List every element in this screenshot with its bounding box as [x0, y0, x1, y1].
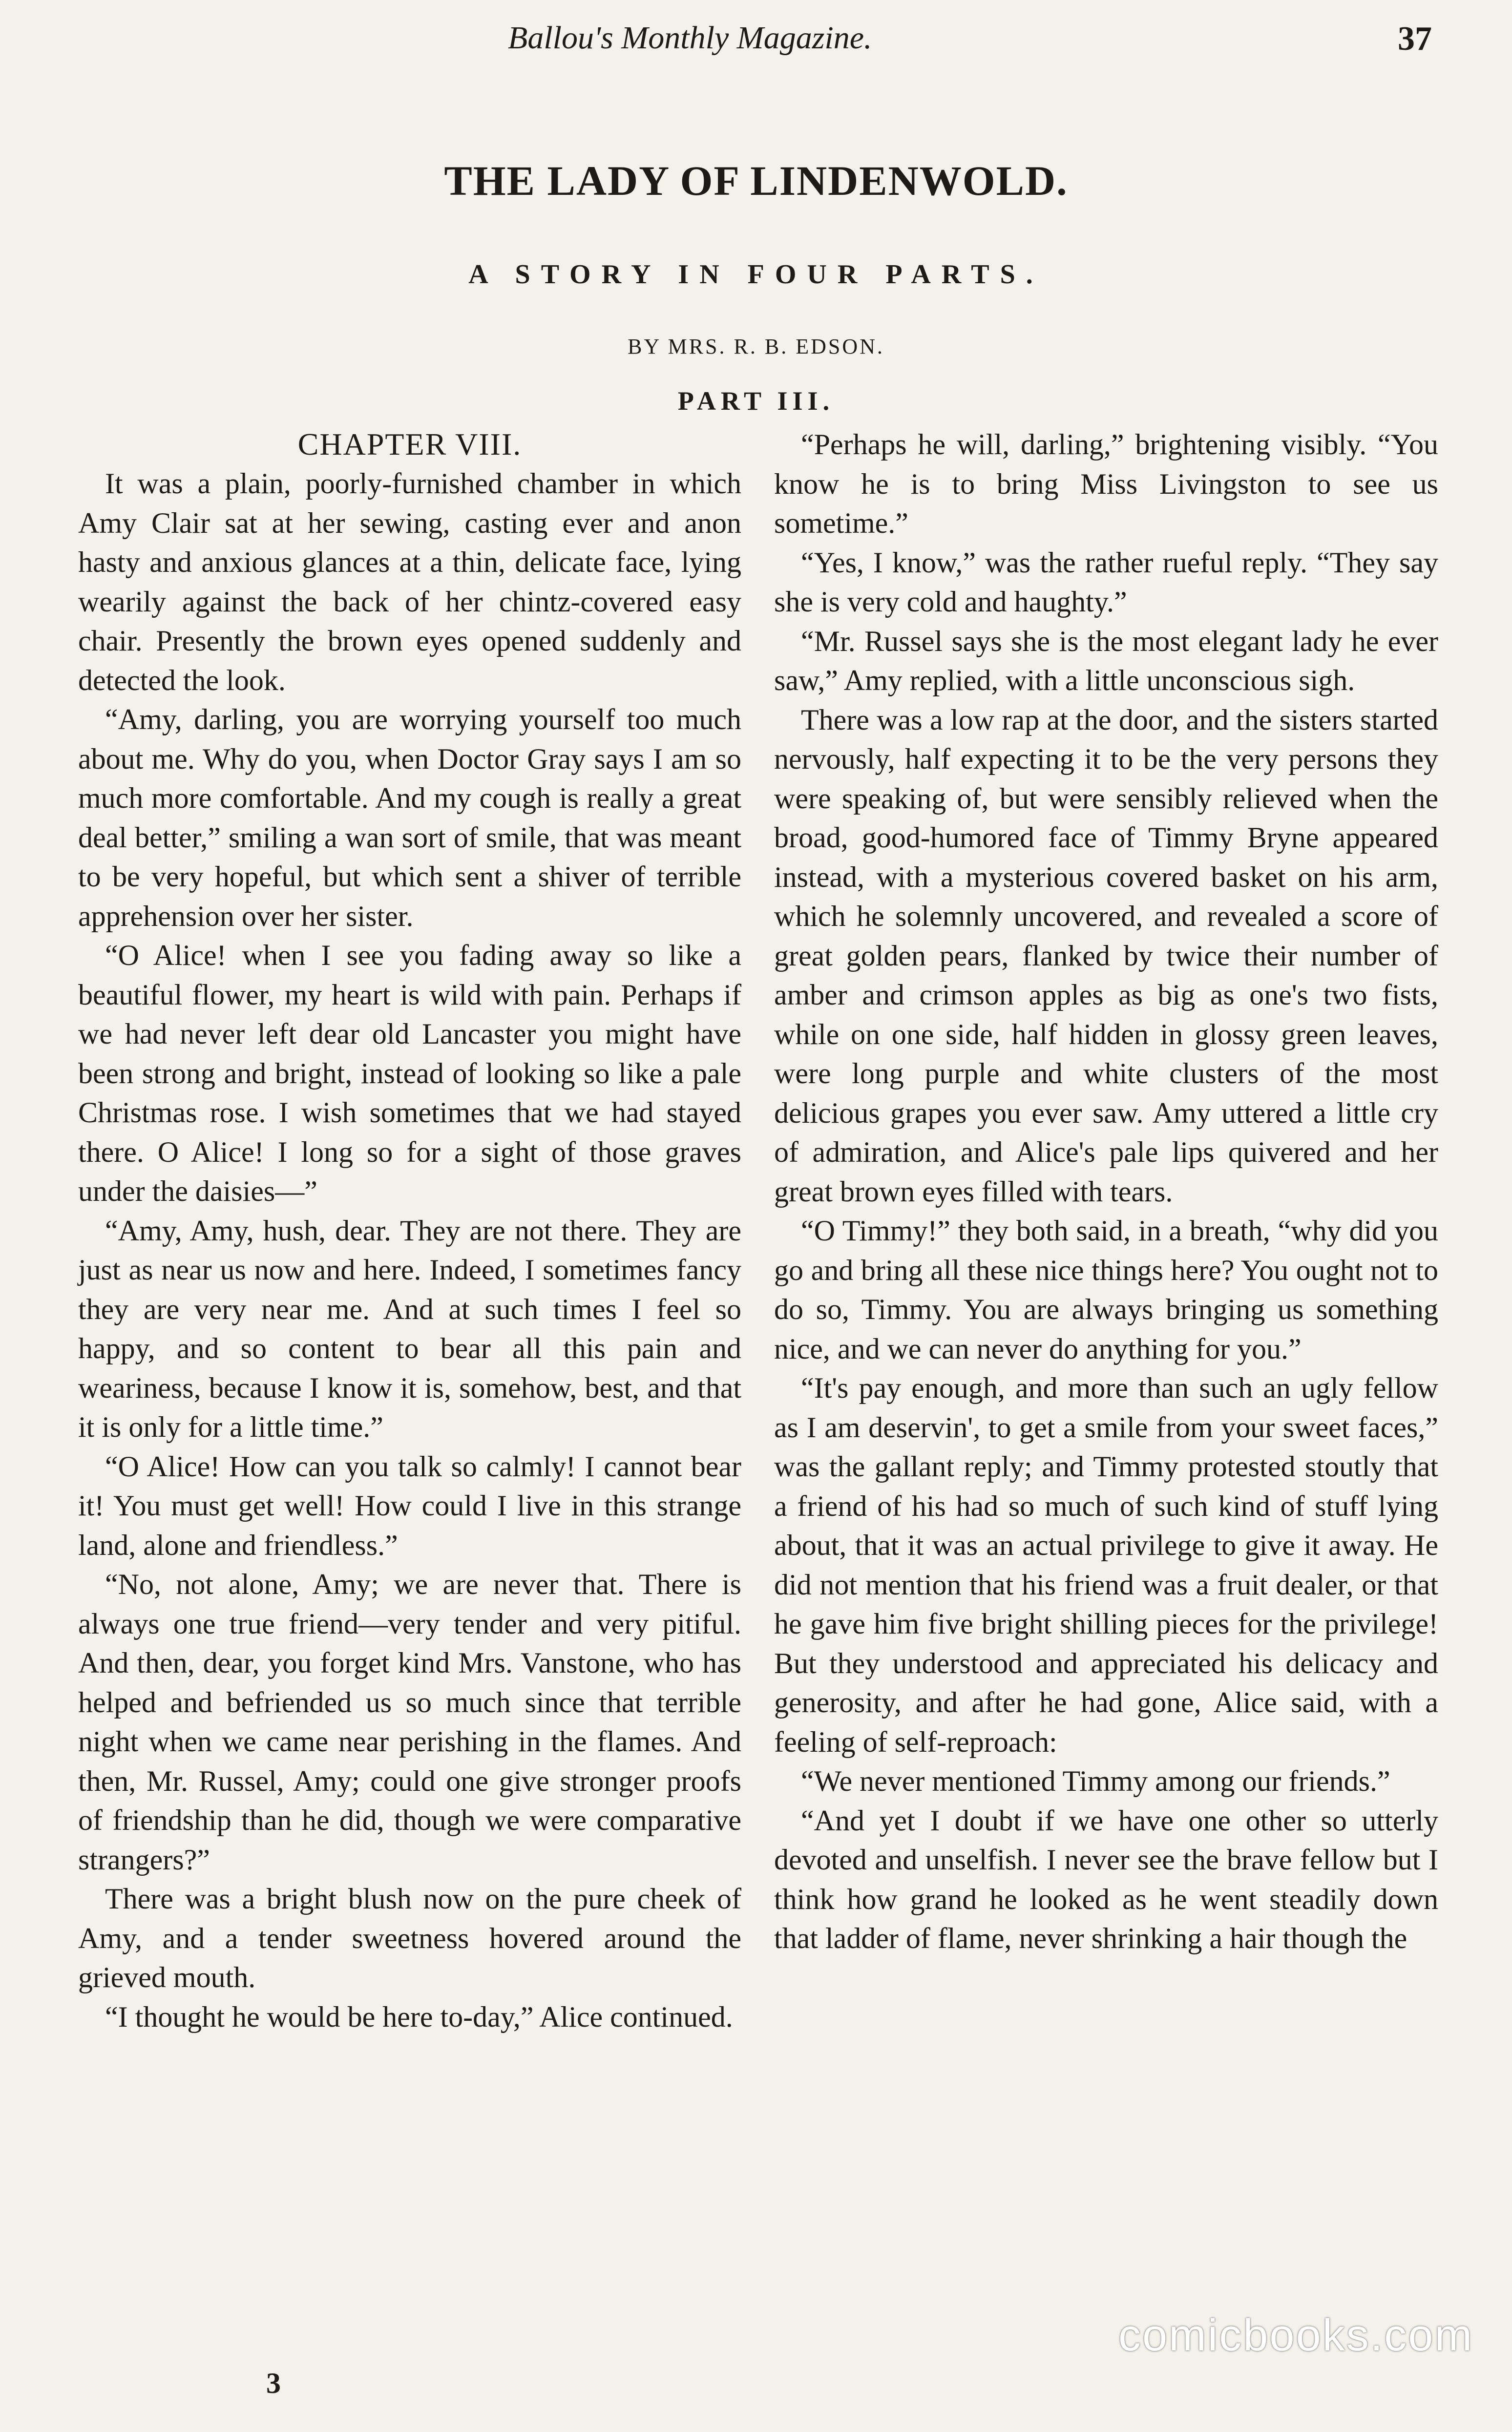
- paragraph: “Amy, darling, you are worrying yourself too much about me. Why do you, when Doctor Gray says I am so much more comfortable. And my cough is really a great deal better,” smiling a wan sort of smile, that was meant to be very hopeful, but which sent a shiver of terrible apprehension over her sister.: [78, 703, 741, 932]
- chapter-heading: CHAPTER VIII.: [297, 427, 522, 461]
- watermark: comicbooks.com: [1118, 2310, 1474, 2360]
- paragraph: There was a bright blush now on the pure cheek of Amy, and a tender sweetness hovered around the grieved mouth.: [78, 1883, 741, 1993]
- story-title: THE LADY OF LINDENWOLD.: [444, 157, 1068, 204]
- paragraph: “O Timmy!” they both said, in a breath, “why did you go and bring all these nice things here? You ought not to do so, Timmy. You are always bringing us something nice, and we can never do anything for you.”: [774, 1215, 1438, 1365]
- paragraph: “Perhaps he will, darling,” brightening visibly. “You know he is to bring Miss Livingston to see us sometime.”: [774, 428, 1438, 539]
- story-subtitle: A STORY IN FOUR PARTS.: [468, 259, 1044, 290]
- paragraph: There was a low rap at the door, and the sisters started nervously, half expecting it to be the very persons they were speaking of, but were sensibly relieved when the broad, good-humored face of Timmy Bryne appeared instead, with a mysterious covered basket on his arm, which he solemnly uncovered, and revealed a score of great golden pears, flanked by twice their number of amber and crimson apples as big as one's two fists, while on one side, half hidden in glossy green leaves, were long purple and white clusters of the most delicious grapes you ever saw. Amy uttered a little cry of admiration, and Alice's pale lips quivered and her great brown eyes filled with tears.: [774, 703, 1438, 1208]
- paragraph: It was a plain, poorly-furnished chamber in which Amy Clair sat at her sewing, casting ever and anon hasty and anxious glances at a thin, delicate face, lying wearily against the back of her chintz-covered easy chair. Presently the brown eyes opened suddenly and detected the look.: [78, 467, 741, 696]
- paragraph: “We never mentioned Timmy among our friends.”: [801, 1765, 1390, 1797]
- paragraph: “And yet I doubt if we have one other so utterly devoted and unselfish. I never see the brave fellow but I think how grand he looked as he went steadily down that ladder of flame, never shrinking a hair though the: [774, 1804, 1438, 1954]
- paragraph: “It's pay enough, and more than such an ugly fellow as I am deservin', to get a smile from your sweet faces,” was the gallant reply; and Timmy protested stoutly that a friend of his had so much of such kind of stuff lying about, that it was an actual privilege to give it away. He did not mention that his friend was a fruit dealer, or that he gave him five bright shilling pieces for the privilege! But they understood and appreciated his delicacy and generosity, and after he had gone, Alice said, with a feeling of self-reproach:: [774, 1372, 1438, 1758]
- byline: BY MRS. R. B. EDSON.: [628, 335, 884, 358]
- paragraph: “I thought he would be here to-day,” Alice continued.: [105, 2000, 733, 2033]
- right-column: [774, 425, 1438, 1958]
- page-number: 37: [1398, 20, 1432, 58]
- paragraph: “Mr. Russel says she is the most elegant lady he ever saw,” Amy replied, with a little unconscious sigh.: [774, 625, 1438, 696]
- paragraph: “No, not alone, Amy; we are never that. There is always one true friend—very tender and very pitiful. And then, dear, you forget kind Mrs. Vanstone, who has helped and befriended us so much since that terrible night when we came near perishing in the flames. And then, Mr. Russel, Amy; could one give stronger proofs of friendship than he did, though we were comparative strangers?”: [78, 1568, 741, 1876]
- paragraph: “Amy, Amy, hush, dear. They are not there. They are just as near us now and here. Indeed, I sometimes fancy they are very near me. And at such times I feel so happy, and so content to bear all this pain and weariness, because I know it is, somehow, best, and that it is only for a little time.”: [78, 1214, 741, 1443]
- title-block: [0, 156, 1512, 416]
- paragraph: “Yes, I know,” was the rather rueful reply. “They say she is very cold and haughty.”: [774, 546, 1438, 618]
- paragraph: “O Alice! How can you talk so calmly! I cannot bear it! You must get well! How could I live in this strange land, alone and friendless.”: [78, 1450, 741, 1561]
- paragraph: “O Alice! when I see you fading away so like a beautiful flower, my heart is wild with pain. Perhaps if we had never left dear old Lancaster you might have been strong and bright, instead of looking so like a pale Christmas rose. I wish sometimes that we had stayed there. O Alice! I long so for a sight of those graves under the daisies—”: [78, 939, 741, 1207]
- part-heading: PART III.: [677, 386, 835, 416]
- running-head: Ballou's Monthly Magazine.: [508, 20, 872, 56]
- signature-mark: 3: [266, 2367, 281, 2399]
- left-column: [78, 425, 741, 2036]
- page-header: [0, 20, 1512, 83]
